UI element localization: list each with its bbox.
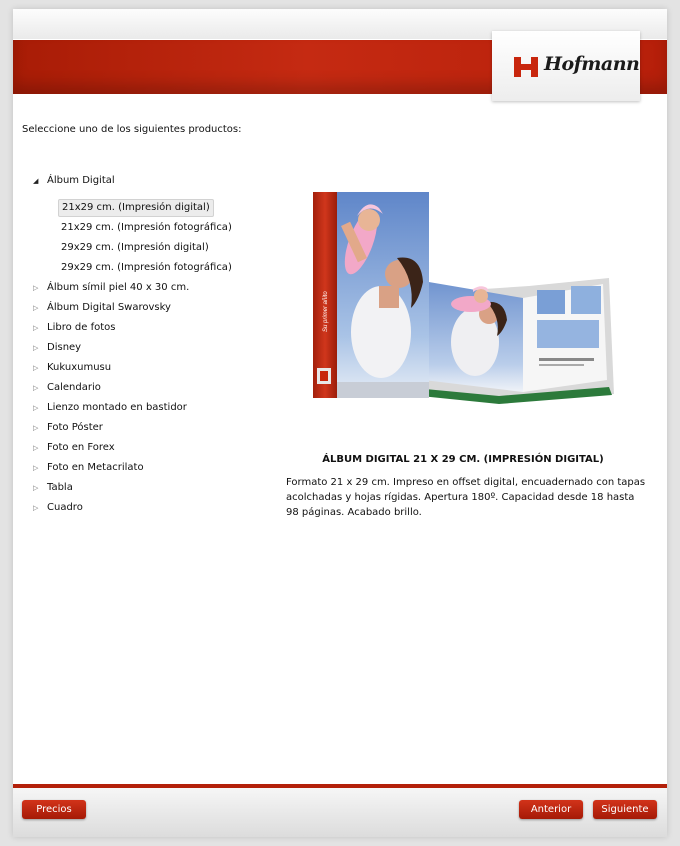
tree-item[interactable] bbox=[33, 439, 115, 457]
album-spine-text: Su primer añito bbox=[323, 291, 329, 332]
hofmann-logo-icon bbox=[514, 57, 538, 77]
collapsed-triangle-icon: ▷ bbox=[33, 304, 39, 312]
tree-item-label: Tabla bbox=[47, 482, 73, 493]
tree-item-label: Calendario bbox=[47, 382, 101, 393]
product-title: ÁLBUM DIGITAL 21 X 29 CM. (IMPRESIÓN DIGITAL) bbox=[322, 454, 604, 465]
collapsed-triangle-icon: ▷ bbox=[33, 504, 39, 512]
tree-item[interactable] bbox=[33, 339, 81, 357]
prices-button[interactable]: Precios bbox=[22, 800, 86, 819]
tree-item[interactable] bbox=[33, 279, 189, 297]
collapsed-triangle-icon: ▷ bbox=[33, 444, 39, 452]
tree-item-label: Disney bbox=[47, 342, 82, 353]
product-description: Formato 21 x 29 cm. Impreso en offset digital, encuadernado con tapas acolchadas y hojas rígidas. Apertura 180º. Capacidad desde 18 hasta 98 páginas. Acabado brillo. bbox=[286, 477, 646, 518]
tree-item[interactable] bbox=[33, 499, 83, 517]
next-button[interactable]: Siguiente bbox=[593, 800, 657, 819]
tree-item[interactable] bbox=[33, 399, 187, 417]
footer-bar bbox=[13, 788, 667, 837]
tree-item-album-digital[interactable] bbox=[33, 172, 115, 190]
app-frame bbox=[13, 9, 667, 837]
collapsed-triangle-icon: ▷ bbox=[33, 324, 39, 332]
tree-item-label: Lienzo montado en bastidor bbox=[47, 402, 187, 413]
tree-item-label: Foto en Metacrilato bbox=[47, 462, 144, 473]
tree-child-option[interactable]: 21x29 cm. (Impresión fotográfica) bbox=[61, 222, 232, 233]
collapsed-triangle-icon: ▷ bbox=[33, 384, 39, 392]
tree-item[interactable] bbox=[33, 419, 103, 437]
page-prompt: Seleccione uno de los siguientes productos: bbox=[22, 124, 242, 135]
tree-item[interactable] bbox=[33, 359, 111, 377]
tree-item-label: Álbum Digital Swarovsky bbox=[47, 302, 171, 313]
tree-item-label: Kukuxumusu bbox=[47, 362, 112, 373]
previous-button[interactable]: Anterior bbox=[519, 800, 583, 819]
tree-item[interactable] bbox=[33, 459, 144, 477]
brand-name: Hofmann bbox=[544, 53, 640, 75]
collapsed-triangle-icon: ▷ bbox=[33, 344, 39, 352]
brand-logo bbox=[492, 31, 640, 101]
tree-child-option[interactable]: 29x29 cm. (Impresión digital) bbox=[61, 242, 209, 253]
tree-item[interactable] bbox=[33, 319, 115, 337]
tree-item-label: Foto Póster bbox=[47, 422, 103, 433]
expanded-triangle-icon: ◢ bbox=[33, 177, 39, 185]
collapsed-triangle-icon: ▷ bbox=[33, 424, 39, 432]
collapsed-triangle-icon: ▷ bbox=[33, 484, 39, 492]
product-image bbox=[309, 182, 614, 404]
tree-item-label: Álbum símil piel 40 x 30 cm. bbox=[47, 282, 190, 293]
tree-item-label: Álbum Digital bbox=[47, 175, 115, 186]
tree-item[interactable] bbox=[33, 479, 73, 497]
collapsed-triangle-icon: ▷ bbox=[33, 404, 39, 412]
tree-item-label: Foto en Forex bbox=[47, 442, 115, 453]
tree-item[interactable] bbox=[33, 379, 101, 397]
collapsed-triangle-icon: ▷ bbox=[33, 284, 39, 292]
tree-item-label: Cuadro bbox=[47, 502, 83, 513]
tree-child-option[interactable]: 21x29 cm. (Impresión digital) bbox=[58, 199, 214, 217]
tree-child-option[interactable]: 29x29 cm. (Impresión fotográfica) bbox=[61, 262, 232, 273]
collapsed-triangle-icon: ▷ bbox=[33, 464, 39, 472]
tree-item[interactable] bbox=[33, 299, 171, 317]
tree-item-label: Libro de fotos bbox=[47, 322, 116, 333]
collapsed-triangle-icon: ▷ bbox=[33, 364, 39, 372]
